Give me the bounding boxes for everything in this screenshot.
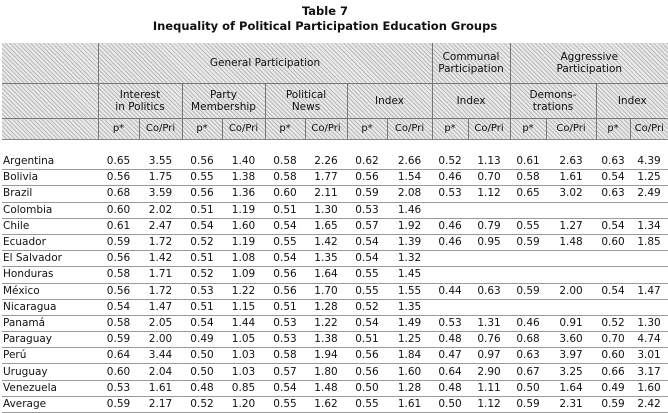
value-cell: 1.25 xyxy=(387,332,432,348)
country-cell: Brazil xyxy=(2,186,98,202)
value-cell: 0.60 xyxy=(596,348,630,364)
value-cell: 1.40 xyxy=(222,154,265,170)
value-cell: 1.03 xyxy=(222,348,265,364)
country-cell: Nicaragua xyxy=(2,299,98,315)
table-row xyxy=(2,202,668,218)
value-cell: 1.62 xyxy=(305,396,347,412)
value-cell: 0.85 xyxy=(222,380,265,396)
value-cell: 0.55 xyxy=(347,396,387,412)
value-cell: 1.12 xyxy=(468,186,510,202)
value-cell: 0.53 xyxy=(432,186,468,202)
value-cell: 0.54 xyxy=(265,380,305,396)
value-cell: 1.49 xyxy=(387,315,432,331)
value-cell: 2.26 xyxy=(305,154,347,170)
value-cell: 1.08 xyxy=(222,251,265,267)
value-cell: 0.49 xyxy=(596,380,630,396)
value-cell: 0.67 xyxy=(510,364,546,380)
table-row xyxy=(2,283,668,299)
header-p-star: p* xyxy=(182,119,222,140)
value-cell: 0.60 xyxy=(98,202,139,218)
header-co-pri: Co/Pri xyxy=(546,119,596,140)
value-cell xyxy=(510,251,546,267)
value-cell: 2.08 xyxy=(387,186,432,202)
value-cell xyxy=(596,202,630,218)
value-cell: 1.19 xyxy=(222,202,265,218)
value-cell: 0.62 xyxy=(347,154,387,170)
table-header xyxy=(2,43,668,140)
table-row xyxy=(2,218,668,234)
country-cell: Paraguay xyxy=(2,332,98,348)
value-cell xyxy=(546,251,596,267)
value-cell: 4.74 xyxy=(630,332,668,348)
table-row xyxy=(2,186,668,202)
value-cell xyxy=(510,299,546,315)
value-cell: 1.70 xyxy=(305,283,347,299)
value-cell: 0.53 xyxy=(182,283,222,299)
value-cell: 0.54 xyxy=(596,170,630,186)
value-cell: 0.49 xyxy=(182,332,222,348)
table-row xyxy=(2,299,668,315)
value-cell: 0.60 xyxy=(596,234,630,250)
value-cell xyxy=(432,299,468,315)
value-cell xyxy=(546,202,596,218)
value-cell xyxy=(510,202,546,218)
value-cell: 0.60 xyxy=(265,186,305,202)
value-cell: 0.65 xyxy=(510,186,546,202)
header-p-star: p* xyxy=(432,119,468,140)
value-cell: 0.55 xyxy=(265,396,305,412)
value-cell: 1.36 xyxy=(222,186,265,202)
table-number: Table 7 xyxy=(301,4,349,18)
value-cell: 0.55 xyxy=(510,218,546,234)
header-p-star: p* xyxy=(347,119,387,140)
value-cell: 1.47 xyxy=(630,283,668,299)
value-cell: 2.00 xyxy=(139,332,182,348)
header-general-participation: General Participation xyxy=(98,43,432,84)
country-cell: El Salvador xyxy=(2,251,98,267)
value-cell: 0.64 xyxy=(432,364,468,380)
value-cell: 0.56 xyxy=(182,154,222,170)
value-cell: 0.51 xyxy=(182,202,222,218)
table-title: Inequality of Political Participation Education Groups xyxy=(152,19,498,33)
value-cell: 1.47 xyxy=(139,299,182,315)
value-cell: 3.17 xyxy=(630,364,668,380)
value-cell: 0.57 xyxy=(265,364,305,380)
table-row xyxy=(2,154,668,170)
value-cell: 1.42 xyxy=(139,251,182,267)
country-cell: México xyxy=(2,283,98,299)
value-cell: 1.15 xyxy=(222,299,265,315)
value-cell: 0.56 xyxy=(98,283,139,299)
value-cell: 0.68 xyxy=(510,332,546,348)
value-cell: 0.56 xyxy=(347,348,387,364)
value-cell: 0.52 xyxy=(347,299,387,315)
country-cell: Uruguay xyxy=(2,364,98,380)
country-cell: Chile xyxy=(2,218,98,234)
value-cell: 0.51 xyxy=(265,299,305,315)
value-cell: 0.63 xyxy=(468,283,510,299)
table-row xyxy=(2,348,668,364)
value-cell xyxy=(510,267,546,283)
value-cell: 1.44 xyxy=(222,315,265,331)
value-cell: 0.46 xyxy=(432,170,468,186)
value-cell: 1.32 xyxy=(387,251,432,267)
value-cell: 0.54 xyxy=(596,218,630,234)
header-corner-2 xyxy=(2,84,98,119)
value-cell: 1.64 xyxy=(546,380,596,396)
table-row xyxy=(2,332,668,348)
value-cell: 1.03 xyxy=(222,364,265,380)
value-cell xyxy=(596,251,630,267)
table-row xyxy=(2,315,668,331)
value-cell: 1.61 xyxy=(139,380,182,396)
value-cell: 1.28 xyxy=(387,380,432,396)
value-cell: 0.52 xyxy=(182,234,222,250)
country-cell: Panamá xyxy=(2,315,98,331)
header-p-star: p* xyxy=(596,119,630,140)
table-row xyxy=(2,170,668,186)
value-cell: 1.30 xyxy=(305,202,347,218)
value-cell: 0.48 xyxy=(182,380,222,396)
table-row xyxy=(2,396,668,412)
value-cell xyxy=(630,267,668,283)
header-corner-3 xyxy=(2,119,98,140)
value-cell: 1.09 xyxy=(222,267,265,283)
value-cell: 0.59 xyxy=(510,234,546,250)
value-cell: 0.59 xyxy=(596,396,630,412)
value-cell: 0.53 xyxy=(265,332,305,348)
value-cell: 0.59 xyxy=(98,234,139,250)
participation-table xyxy=(2,43,668,413)
value-cell: 1.28 xyxy=(305,299,347,315)
value-cell: 0.58 xyxy=(265,154,305,170)
value-cell: 2.42 xyxy=(630,396,668,412)
value-cell: 0.51 xyxy=(347,332,387,348)
value-cell: 0.51 xyxy=(182,299,222,315)
header-co-pri: Co/Pri xyxy=(222,119,265,140)
value-cell: 0.46 xyxy=(510,315,546,331)
value-cell: 1.60 xyxy=(387,364,432,380)
value-cell: 1.25 xyxy=(630,170,668,186)
value-cell: 1.11 xyxy=(468,380,510,396)
value-cell xyxy=(468,267,510,283)
value-cell: 3.44 xyxy=(139,348,182,364)
value-cell: 0.91 xyxy=(546,315,596,331)
value-cell: 1.35 xyxy=(387,299,432,315)
value-cell: 1.55 xyxy=(387,283,432,299)
value-cell xyxy=(432,202,468,218)
value-cell: 0.58 xyxy=(265,348,305,364)
value-cell: 0.70 xyxy=(596,332,630,348)
value-cell: 2.49 xyxy=(630,186,668,202)
value-cell: 1.65 xyxy=(305,218,347,234)
header-p-star: p* xyxy=(510,119,546,140)
value-cell: 0.76 xyxy=(468,332,510,348)
value-cell xyxy=(432,251,468,267)
table-row xyxy=(2,364,668,380)
value-cell: 1.92 xyxy=(387,218,432,234)
value-cell: 1.22 xyxy=(222,283,265,299)
header-co-pri: Co/Pri xyxy=(387,119,432,140)
value-cell: 0.51 xyxy=(265,202,305,218)
header-demonstrations: Demons- trations xyxy=(510,84,596,119)
value-cell: 1.46 xyxy=(387,202,432,218)
value-cell: 0.46 xyxy=(432,234,468,250)
header-aggressive-participation: Aggressive Participation xyxy=(510,43,668,84)
value-cell: 0.50 xyxy=(510,380,546,396)
value-cell: 0.59 xyxy=(510,283,546,299)
table-row xyxy=(2,380,668,396)
value-cell: 2.17 xyxy=(139,396,182,412)
value-cell: 1.34 xyxy=(630,218,668,234)
country-cell: Argentina xyxy=(2,154,98,170)
value-cell: 1.31 xyxy=(468,315,510,331)
value-cell: 0.60 xyxy=(98,364,139,380)
value-cell: 0.57 xyxy=(347,218,387,234)
value-cell: 0.46 xyxy=(432,218,468,234)
header-party-membership: Party Membership xyxy=(182,84,265,119)
country-cell: Honduras xyxy=(2,267,98,283)
value-cell xyxy=(630,202,668,218)
value-cell: 1.80 xyxy=(305,364,347,380)
country-cell: Perú xyxy=(2,348,98,364)
header-interest-in-politics: Interest in Politics xyxy=(98,84,182,119)
value-cell: 1.45 xyxy=(387,267,432,283)
value-cell xyxy=(432,267,468,283)
value-cell: 2.31 xyxy=(546,396,596,412)
value-cell: 1.38 xyxy=(222,170,265,186)
value-cell: 1.75 xyxy=(139,170,182,186)
value-cell: 4.39 xyxy=(630,154,668,170)
value-cell: 0.44 xyxy=(432,283,468,299)
value-cell: 3.55 xyxy=(139,154,182,170)
header-political-news: Political News xyxy=(265,84,347,119)
value-cell: 0.55 xyxy=(347,267,387,283)
value-cell: 2.02 xyxy=(139,202,182,218)
value-cell: 0.56 xyxy=(265,283,305,299)
value-cell: 1.12 xyxy=(468,396,510,412)
value-cell: 0.58 xyxy=(510,170,546,186)
value-cell: 1.38 xyxy=(305,332,347,348)
country-cell: Average xyxy=(2,396,98,412)
value-cell: 0.50 xyxy=(182,364,222,380)
value-cell: 0.59 xyxy=(98,396,139,412)
value-cell: 0.65 xyxy=(98,154,139,170)
value-cell: 0.54 xyxy=(347,251,387,267)
header-corner xyxy=(2,43,98,84)
value-cell: 0.56 xyxy=(347,364,387,380)
header-index-aggressive: Index xyxy=(596,84,668,119)
table-title-block xyxy=(0,0,650,42)
value-cell: 0.97 xyxy=(468,348,510,364)
value-cell: 2.04 xyxy=(139,364,182,380)
value-cell: 1.22 xyxy=(305,315,347,331)
value-cell: 0.56 xyxy=(347,170,387,186)
table-body xyxy=(2,140,668,413)
value-cell xyxy=(596,299,630,315)
value-cell: 0.59 xyxy=(347,186,387,202)
country-cell: Bolivia xyxy=(2,170,98,186)
value-cell xyxy=(630,299,668,315)
value-cell: 0.50 xyxy=(347,380,387,396)
value-cell xyxy=(468,202,510,218)
value-cell: 1.60 xyxy=(630,380,668,396)
header-index-general: Index xyxy=(347,84,432,119)
country-cell: Ecuador xyxy=(2,234,98,250)
header-index-communal: Index xyxy=(432,84,510,119)
value-cell xyxy=(546,267,596,283)
value-cell: 1.77 xyxy=(305,170,347,186)
value-cell: 1.19 xyxy=(222,234,265,250)
value-cell: 1.94 xyxy=(305,348,347,364)
value-cell: 0.55 xyxy=(347,283,387,299)
header-co-pri: Co/Pri xyxy=(630,119,668,140)
value-cell: 1.35 xyxy=(305,251,347,267)
value-cell: 0.50 xyxy=(432,396,468,412)
value-cell: 0.63 xyxy=(510,348,546,364)
value-cell: 0.48 xyxy=(432,380,468,396)
value-cell: 0.59 xyxy=(98,332,139,348)
value-cell xyxy=(468,251,510,267)
value-cell: 0.54 xyxy=(265,251,305,267)
value-cell: 0.51 xyxy=(182,251,222,267)
value-cell: 1.42 xyxy=(305,234,347,250)
value-cell: 1.61 xyxy=(546,170,596,186)
country-cell: Venezuela xyxy=(2,380,98,396)
value-cell: 2.90 xyxy=(468,364,510,380)
value-cell: 1.64 xyxy=(305,267,347,283)
value-cell: 0.54 xyxy=(98,299,139,315)
value-cell: 0.56 xyxy=(182,186,222,202)
value-cell: 0.54 xyxy=(265,218,305,234)
value-cell: 2.47 xyxy=(139,218,182,234)
value-cell: 0.52 xyxy=(182,267,222,283)
value-cell: 0.52 xyxy=(596,315,630,331)
value-cell: 1.48 xyxy=(546,234,596,250)
value-cell: 0.63 xyxy=(596,186,630,202)
value-cell: 2.05 xyxy=(139,315,182,331)
value-cell: 0.70 xyxy=(468,170,510,186)
value-cell: 0.55 xyxy=(265,234,305,250)
header-communal-participation: Communal Participation xyxy=(432,43,510,84)
value-cell: 0.95 xyxy=(468,234,510,250)
value-cell: 1.48 xyxy=(305,380,347,396)
value-cell: 0.54 xyxy=(347,234,387,250)
value-cell: 0.53 xyxy=(432,315,468,331)
value-cell: 0.61 xyxy=(510,154,546,170)
value-cell: 3.59 xyxy=(139,186,182,202)
value-cell: 1.72 xyxy=(139,283,182,299)
value-cell: 0.79 xyxy=(468,218,510,234)
value-cell xyxy=(596,267,630,283)
value-cell: 1.84 xyxy=(387,348,432,364)
table-row xyxy=(2,251,668,267)
value-cell xyxy=(630,251,668,267)
value-cell: 0.54 xyxy=(182,218,222,234)
value-cell: 1.85 xyxy=(630,234,668,250)
value-cell: 0.54 xyxy=(596,283,630,299)
value-cell: 0.58 xyxy=(265,170,305,186)
value-cell: 1.27 xyxy=(546,218,596,234)
value-cell: 0.48 xyxy=(432,332,468,348)
value-cell: 0.58 xyxy=(98,315,139,331)
value-cell: 0.56 xyxy=(98,170,139,186)
value-cell: 2.00 xyxy=(546,283,596,299)
country-cell: Colombia xyxy=(2,202,98,218)
value-cell: 2.11 xyxy=(305,186,347,202)
value-cell: 0.55 xyxy=(182,170,222,186)
value-cell: 0.50 xyxy=(182,348,222,364)
value-cell: 0.53 xyxy=(98,380,139,396)
table-row xyxy=(2,234,668,250)
value-cell: 0.63 xyxy=(596,154,630,170)
table-row xyxy=(2,267,668,283)
value-cell: 0.53 xyxy=(265,315,305,331)
value-cell: 1.30 xyxy=(630,315,668,331)
value-cell: 1.39 xyxy=(387,234,432,250)
value-cell: 1.71 xyxy=(139,267,182,283)
value-cell: 1.60 xyxy=(222,218,265,234)
value-cell: 1.54 xyxy=(387,170,432,186)
value-cell: 0.52 xyxy=(182,396,222,412)
value-cell: 3.25 xyxy=(546,364,596,380)
value-cell: 0.66 xyxy=(596,364,630,380)
header-p-star: p* xyxy=(265,119,305,140)
value-cell: 0.54 xyxy=(182,315,222,331)
value-cell: 0.56 xyxy=(98,251,139,267)
header-p-star: p* xyxy=(98,119,139,140)
value-cell: 0.68 xyxy=(98,186,139,202)
header-co-pri: Co/Pri xyxy=(468,119,510,140)
value-cell: 3.97 xyxy=(546,348,596,364)
value-cell xyxy=(546,299,596,315)
value-cell xyxy=(468,299,510,315)
value-cell: 2.63 xyxy=(546,154,596,170)
value-cell: 1.05 xyxy=(222,332,265,348)
value-cell: 3.02 xyxy=(546,186,596,202)
value-cell: 0.52 xyxy=(432,154,468,170)
header-co-pri: Co/Pri xyxy=(305,119,347,140)
value-cell: 0.59 xyxy=(510,396,546,412)
value-cell: 1.72 xyxy=(139,234,182,250)
value-cell: 0.54 xyxy=(347,315,387,331)
header-spacer xyxy=(2,140,668,155)
value-cell: 3.01 xyxy=(630,348,668,364)
value-cell: 0.53 xyxy=(347,202,387,218)
value-cell: 1.13 xyxy=(468,154,510,170)
value-cell: 2.66 xyxy=(387,154,432,170)
header-co-pri: Co/Pri xyxy=(139,119,182,140)
value-cell: 1.20 xyxy=(222,396,265,412)
value-cell: 0.47 xyxy=(432,348,468,364)
value-cell: 0.56 xyxy=(265,267,305,283)
value-cell: 0.61 xyxy=(98,218,139,234)
value-cell: 0.64 xyxy=(98,348,139,364)
value-cell: 3.60 xyxy=(546,332,596,348)
value-cell: 0.58 xyxy=(98,267,139,283)
value-cell: 1.61 xyxy=(387,396,432,412)
